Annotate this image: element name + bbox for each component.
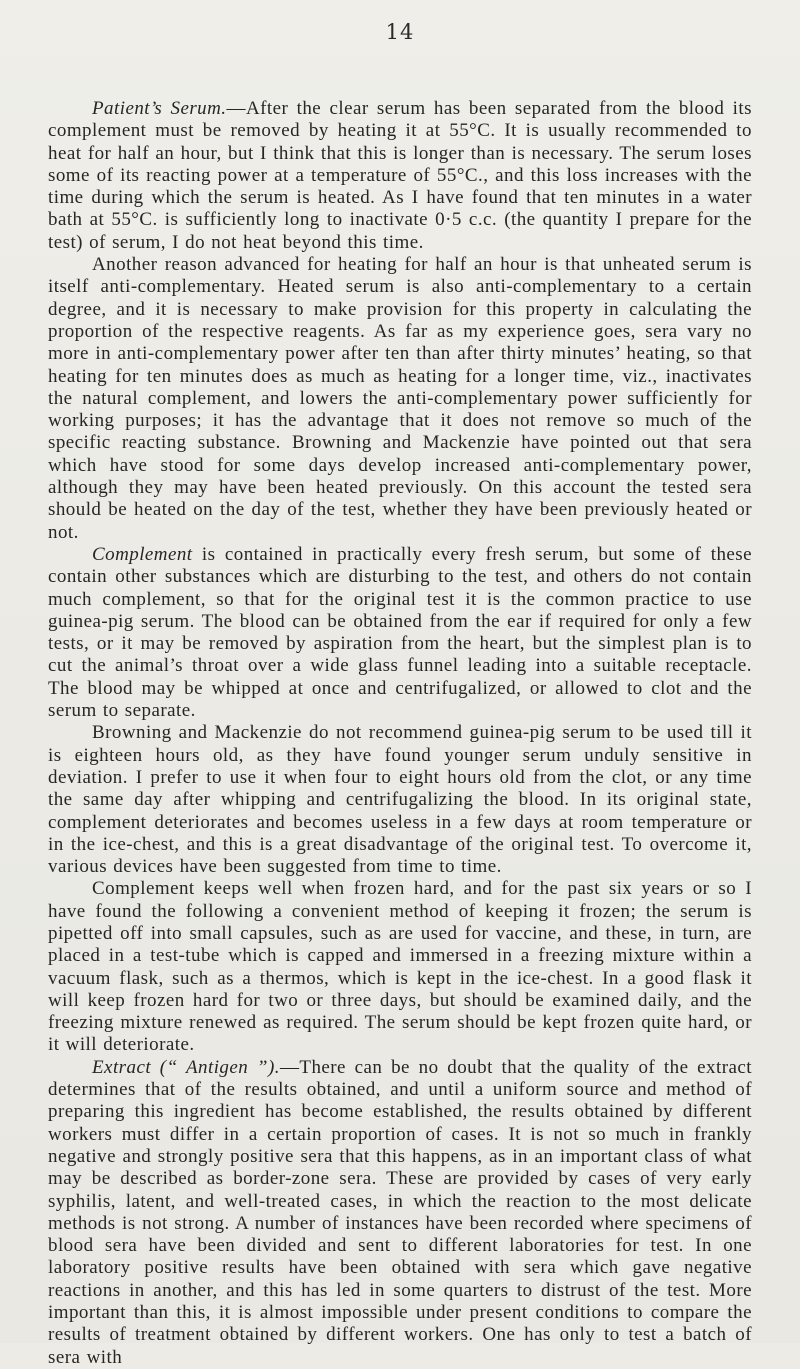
paragraph-lead-extract: Extract (“ Antigen ”). bbox=[92, 1056, 280, 1078]
paragraph-text: —After the clear serum has been separated from the blood its complement must be removed by heating it at 55°C. It is usually recommended to heat for half an hour, but I think that this is longer than is necessary. The serum loses some of its reacting power at a temperature of 55°C., and this loss increases with the time during which the serum is heated. As I have found that ten minutes in a water bath at 55°C. is sufficiently long to inactivate 0·5 c.c. (the quantity I prepare for the test) of serum, I do not heat beyond this time. bbox=[48, 98, 752, 253]
paragraph-text: Browning and Mackenzie do not recommend guinea-pig serum to be used till it is eighteen hours old, as they have found younger serum unduly sensitive in deviation. I prefer to use it when four to eight hours old from the clot, or any time the same day after whipping and centrifugalizing the blood. In its original state, complement deteriorates and becomes useless in a few days at room temperature or in the ice-chest, and this is a great disadvantage of the original test. To overcome it, various devices have been suggested from time to time. bbox=[48, 722, 752, 878]
paragraph-extract-antigen bbox=[48, 1057, 752, 1369]
paragraph-guinea-pig-serum bbox=[48, 722, 752, 878]
paragraph-text: Another reason advanced for heating for half an hour is that unheated serum is itself anti-complementary. Heated serum is also anti-complementary to a certain degree, and it is necessary to make provision for this property in calculating the proportion of the respective reagents. As far as my experience goes, sera vary no more in anti-complementary power after ten than after thirty minutes’ heating, so that heating for ten minutes does as much as heating for a longer time, viz., inactivates the natural complement, and lowers the anti-complementary power sufficiently for working purposes; it has the advantage that it does not remove so much of the specific reacting substance. Browning and Mackenzie have pointed out that sera which have stood for some days develop increased anti-complementary power, although they may have been heated previously. On this account the tested sera should be heated on the day of the test, whether they have been previously heated or not. bbox=[48, 254, 752, 543]
body-text bbox=[48, 98, 752, 1369]
paragraph-patients-serum bbox=[48, 98, 752, 254]
paragraph-text: Complement keeps well when frozen hard, and for the past six years or so I have found the following a convenient method of keeping it frozen; the serum is pipetted off into small capsules, such as are used for vaccine, and these, in turn, are placed in a test-tube which is capped and immersed in a freezing mixture within a vacuum flask, such as a thermos, which is kept in the ice-chest. In a good flask it will keep frozen hard for two or three days, but should be examined daily, and the freezing mixture renewed as required. The serum should be kept frozen quite hard, or it will deteriorate. bbox=[48, 878, 752, 1056]
paragraph-heating-reason bbox=[48, 254, 752, 544]
paragraph-frozen-complement bbox=[48, 878, 752, 1056]
paragraph-complement bbox=[48, 544, 752, 722]
paragraph-text: is contained in practically every fresh serum, but some of these contain other substances which are disturbing to the test, and others do not contain much complement, so that for the original test it is the common practice to use guinea-pig serum. The blood can be obtained from the ear if required for only a few tests, or it may be removed by aspiration from the heart, but the simplest plan is to cut the animal’s throat over a wide glass funnel leading into a suitable receptacle. The blood may be whipped at once and centrifugalized, or allowed to clot and the serum to separate. bbox=[48, 543, 752, 722]
paragraph-text: —There can be no doubt that the quality of the extract determines that of the results obtained, and until a uniform source and method of preparing this ingredient has become established, the results obtained by different workers must differ in a certain proportion of cases. It is not so much in frankly negative and strongly positive sera that this happens, as in an important class of what may be described as border-zone sera. These are provided by cases of very early syphilis, latent, and well-treated cases, in which the reaction to the most delicate methods is not strong. A number of instances have been recorded where specimens of blood sera have been divided and sent to different laboratories for test. In one laboratory positive results have been obtained with sera which gave negative reactions in another, and this has led in some quarters to distrust of the test. More important than this, it is almost impossible under present conditions to compare the results of treatment obtained by different workers. One has only to test a batch of sera with bbox=[48, 1056, 753, 1368]
paragraph-lead-patients-serum: Patient’s Serum. bbox=[92, 98, 227, 119]
paragraph-lead-complement: Complement bbox=[92, 543, 193, 565]
page-number: 14 bbox=[385, 20, 415, 44]
